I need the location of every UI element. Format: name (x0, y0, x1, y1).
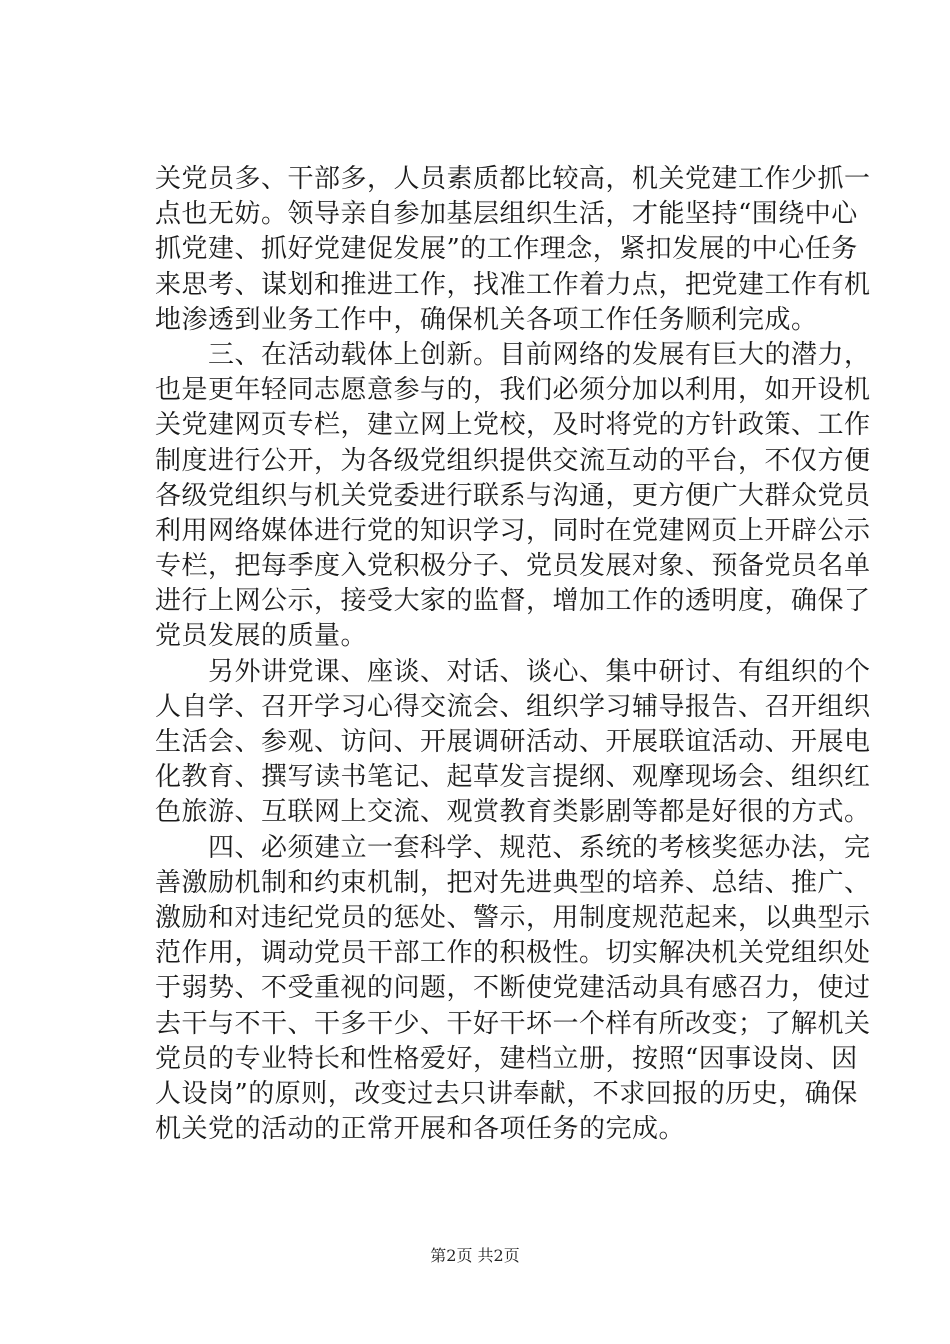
text-line: 制度进行公开，为各级党组织提供交流互动的平台，不仅方便 (155, 445, 871, 476)
text-line: 利用网络媒体进行党的知识学习，同时在党建网页上开辟公示 (155, 515, 871, 546)
document-body (155, 162, 871, 1147)
text-line: 进行上网公示，接受大家的监督，增加工作的透明度，确保了 (155, 586, 871, 617)
text-line: 点也无妨。领导亲自参加基层组织生活，才能坚持“围绕中心 (155, 199, 858, 230)
text-line: 专栏，把每季度入党积极分子、党员发展对象、预备党员名单 (155, 551, 871, 582)
page-number-footer: 第2页 共2页 (430, 1246, 520, 1265)
text-line: 激励和对违纪党员的惩处、警示，用制度规范起来，以典型示 (155, 902, 871, 933)
text-line: 也是更年轻同志愿意参与的，我们必须分加以利用，如开设机 (155, 375, 871, 406)
text-line: 范作用，调动党员干部工作的积极性。切实解决机关党组织处 (155, 938, 871, 969)
text-line: 党员的专业特长和性格爱好，建档立册，按照“因事设岗、因 (155, 1043, 858, 1074)
text-line: 另外讲党课、座谈、对话、谈心、集中研讨、有组织的个 (155, 656, 871, 687)
text-line: 善激励机制和约束机制，把对先进典型的培养、总结、推广、 (155, 867, 871, 898)
text-line: 人设岗”的原则，改变过去只讲奉献，不求回报的历史，确保 (155, 1078, 858, 1109)
text-line: 生活会、参观、访问、开展调研活动、开展联谊活动、开展电 (155, 727, 871, 757)
text-line: 党员发展的质量。 (155, 621, 368, 652)
text-line: 各级党组织与机关党委进行联系与沟通，更方便广大群众党员 (155, 480, 871, 511)
text-line: 抓党建、抓好党建促发展”的工作理念，紧扣发展的中心任务 (155, 234, 858, 265)
text-line: 关党员多、干部多，人员素质都比较高，机关党建工作少抓一 (155, 164, 871, 194)
text-line: 关党建网页专栏，建立网上党校，及时将党的方针政策、工作 (155, 410, 871, 441)
text-line: 去干与不干、干多干少、干好干坏一个样有所改变；了解机关 (155, 1008, 871, 1039)
text-line: 机关党的活动的正常开展和各项任务的完成。 (155, 1114, 686, 1145)
text-line: 化教育、撰写读书笔记、起草发言提纲、观摩现场会、组织红 (155, 762, 871, 793)
text-line: 三、在活动载体上创新。目前网络的发展有巨大的潜力， (155, 339, 871, 370)
text-line: 四、必须建立一套科学、规范、系统的考核奖惩办法，完 (155, 832, 871, 863)
text-line: 来思考、谋划和推进工作，找准工作着力点，把党建工作有机 (155, 269, 871, 300)
text-line: 于弱势、不受重视的问题，不断使党建活动具有感召力，使过 (155, 973, 871, 1004)
text-line: 人自学、召开学习心得交流会、组织学习辅导报告、召开组织 (155, 691, 871, 722)
text-line: 地渗透到业务工作中，确保机关各项工作任务顺利完成。 (155, 304, 818, 335)
text-line: 色旅游、互联网上交流、观赏教育类影剧等都是好很的方式。 (155, 797, 871, 828)
